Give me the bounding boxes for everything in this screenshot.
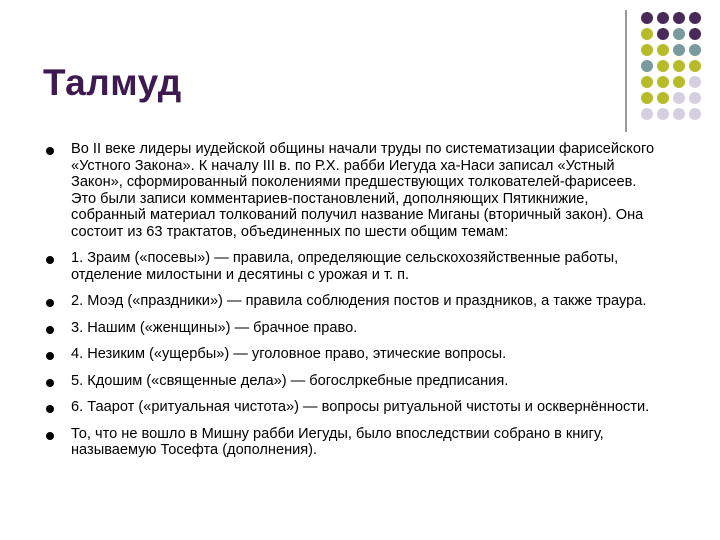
decorative-dot	[673, 44, 685, 56]
bullet-item	[43, 373, 663, 390]
bullet-icon	[46, 147, 54, 155]
decorative-dot	[689, 28, 701, 40]
bullet-text: 5. Кдошим («священные дела») — богослркебные предписания.	[71, 372, 509, 389]
bullet-item	[43, 250, 663, 283]
bullet-icon	[46, 256, 54, 264]
bullet-item	[43, 320, 663, 337]
decorative-dot	[689, 12, 701, 24]
decorative-dot	[641, 92, 653, 104]
bullet-text: 6. Таарот («ритуальная чистота») — вопросы ритуальной чистоты и осквернённости.	[71, 399, 650, 415]
decorative-dot	[689, 108, 701, 120]
decorative-dot	[673, 108, 685, 120]
decorative-dot	[641, 28, 653, 40]
bullet-text: Во II веке лидеры иудейской общины начали труды по систематизации фарисейского «Устного Закона». К началу III в. по Р.Х. рабби Иегуда ха-Наси записал «Устный Закон», сформированный поколениями предшествующих толкователей-фарисеев. Это были записи комментариев-постановлений, дополняющих Пятикнижие, собранный материал толкований получил название Миганы (вторичный закон). Она состоит из 63 трактатов, объединенных по шести общим темам:	[71, 141, 655, 240]
decorative-dot	[673, 28, 685, 40]
bullet-text: 2. Моэд («праздники») — правила соблюдения постов и праздников, а также траура.	[71, 293, 647, 309]
bullet-item	[43, 346, 663, 363]
decorative-dot	[657, 44, 669, 56]
decorative-dot	[657, 92, 669, 104]
bullet-item	[43, 141, 663, 240]
bullet-text: 3. Нашим («женщины») — брачное право.	[71, 319, 358, 336]
bullet-text: То, что не вошло в Мишну рабби Иегуды, было впоследствии собрано в книгу, называемую Тосефта (дополнения).	[71, 425, 604, 458]
decorative-dot	[673, 60, 685, 72]
decorative-dot	[657, 12, 669, 24]
decorative-dot	[657, 28, 669, 40]
slide-title: Талмуд	[43, 62, 182, 103]
decorative-divider-line	[625, 10, 627, 132]
bullet-item	[43, 399, 663, 416]
bullet-icon	[46, 379, 54, 387]
bullet-item	[43, 293, 663, 310]
decorative-dot	[689, 76, 701, 88]
decorative-dot	[657, 108, 669, 120]
bullet-item	[43, 426, 663, 459]
decorative-dot	[657, 76, 669, 88]
bullet-text: 1. Зраим («посевы») — правила, определяющие сельскохозяйственные работы, отделение милостыни и десятины с урожая и т. п.	[71, 250, 619, 283]
bullet-icon	[46, 352, 54, 360]
decorative-dot	[641, 44, 653, 56]
decorative-dot	[689, 60, 701, 72]
decorative-dot	[673, 92, 685, 104]
slide-bullet-list	[43, 141, 663, 469]
decorative-dot	[641, 12, 653, 24]
bullet-text: 4. Незиким («ущербы») — уголовное право, этические вопросы.	[71, 346, 507, 362]
decorative-dot	[689, 92, 701, 104]
decorative-dot	[641, 76, 653, 88]
bullet-icon	[46, 299, 54, 307]
decorative-dot	[673, 76, 685, 88]
decorative-dot	[641, 60, 653, 72]
bullet-icon	[46, 405, 54, 413]
decorative-dot	[657, 60, 669, 72]
decorative-dot	[641, 108, 653, 120]
decorative-dot	[689, 44, 701, 56]
bullet-icon	[46, 432, 54, 440]
decorative-dot	[673, 12, 685, 24]
bullet-icon	[46, 326, 54, 334]
